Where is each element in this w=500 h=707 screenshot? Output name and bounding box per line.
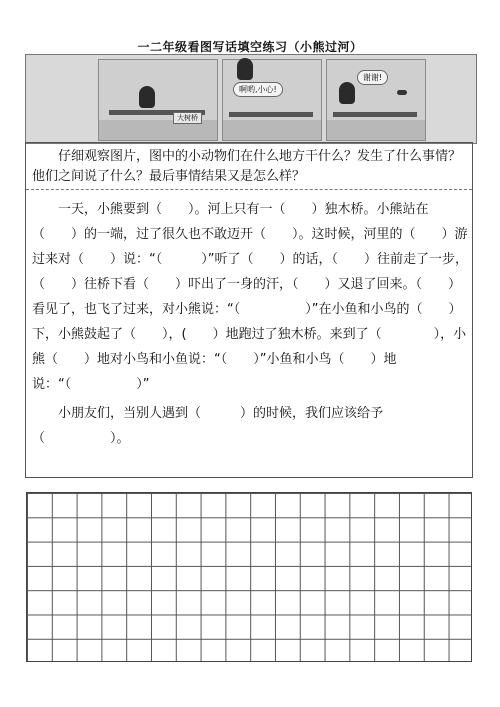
bear-figure [237, 58, 253, 80]
passage-paragraph-1: 一天，小熊要到（ ）。河上只有一（ ）独木桥。小熊站在（ ）的一端，过了很久也不敢迈开（ ）。这时候，河里的（ ）游过来对（ ）说：“（ ）”听了（ ）的话，（ ）往前走了一步，（ ）往桥下看（ ）吓出了一身的汗，（ ）又退了回来。（ ）看见了，也飞了过来，对小熊说：“（ ）”在小鱼和小鸟的（ ）下，小熊鼓起了（ ），( ）地跑过了独木桥。来到了（ ），小熊（ ）地对小鸟和小鱼说：“（ ）”小鱼和小鸟（ ）地说：“（ ）” [32, 202, 468, 392]
speech-bubble: 啊哟,小心! [233, 82, 283, 97]
river [327, 120, 425, 140]
story-box [25, 142, 473, 478]
illustration-panel-1 [98, 59, 218, 141]
instruction-text: 仔细观察图片，图中的小动物们在什么地方干什么？发生了什么事情？他们之间说了什么？最后事情结果又是怎么样？ [32, 149, 462, 184]
writing-grid[interactable] [26, 492, 472, 662]
illustration-panel-3 [326, 59, 426, 141]
speech-bubble: 谢谢! [357, 70, 388, 85]
bird-figure [397, 90, 407, 95]
illustration-strip [25, 54, 477, 144]
bear-figure [139, 86, 155, 108]
river [223, 120, 321, 140]
illustration-panel-2 [222, 59, 322, 141]
worksheet-title: 一二年级看图写话填空练习（小熊过河） [137, 40, 363, 54]
passage-paragraph-2: 小朋友们，当别人遇到（ ）的时候，我们应该给予（ ）。 [32, 406, 384, 446]
log-bridge [229, 112, 313, 117]
dashed-divider [26, 189, 472, 190]
log-bridge [333, 112, 417, 117]
bridge-sign: 大树桥 [173, 112, 202, 124]
bear-figure [339, 82, 355, 104]
fill-in-passage [32, 197, 468, 451]
